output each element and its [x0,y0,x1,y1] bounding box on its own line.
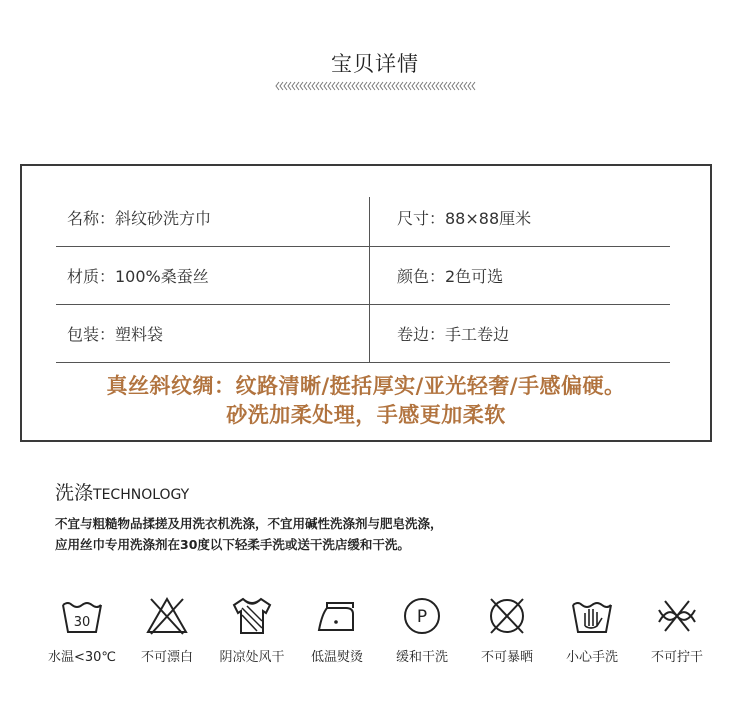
wash-temp-number: 30 [73,615,91,630]
no-bleach-icon [145,596,189,636]
deco-chevron [332,82,335,90]
deco-chevron [304,82,307,90]
care-label: 不可暴晒 [480,650,533,665]
deco-chevron [452,82,455,90]
deco-chevron [340,82,343,90]
title-underline-decoration [274,80,476,92]
care-item-no-sun [462,596,552,665]
deco-chevron [344,82,347,90]
deco-chevron [412,82,415,90]
spec-table [20,164,712,442]
deco-chevron [328,82,331,90]
washing-heading-cn: 洗涤 [55,482,94,504]
care-label: 缓和干洗 [395,650,448,665]
care-item-shade-dry [207,596,297,665]
care-item-wash-30 [37,596,127,665]
care-label: 阴凉处风干 [219,650,285,665]
deco-chevron [276,82,279,90]
deco-chevron [440,82,443,90]
care-item-hand-wash [547,596,637,665]
deco-chevron [392,82,395,90]
care-item-dry-clean [377,596,467,665]
deco-chevron [296,82,299,90]
deco-chevron [432,82,435,90]
deco-chevron [408,82,411,90]
page-title: 宝贝详情 [331,52,419,76]
washing-heading-en: TECHNOLOGY [93,487,190,503]
highlight-line-1: 真丝斜纹绸：纹路清晰/挺括厚实/亚光轻奢/手感偏硬。 [106,374,626,398]
dry-clean-letter: P [416,607,428,627]
deco-chevron [284,82,287,90]
wash-30-icon [60,596,104,636]
deco-chevron [448,82,451,90]
deco-chevron [376,82,379,90]
deco-chevron [404,82,407,90]
deco-chevron [424,82,427,90]
spec-material: 材质：100%桑蚕丝 [67,267,209,286]
deco-chevron [308,82,311,90]
deco-chevron [436,82,439,90]
deco-chevron [472,82,475,90]
deco-chevron [400,82,403,90]
care-label: 不可拧干 [650,650,703,665]
spec-row [56,305,670,363]
deco-chevron [416,82,419,90]
deco-chevron [388,82,391,90]
spec-color: 颜色：2色可选 [397,267,504,286]
deco-chevron [300,82,303,90]
spec-row [56,247,670,305]
shade-dry-icon [230,596,274,636]
spec-size: 尺寸：88×88厘米 [397,209,532,228]
washing-heading [55,478,189,505]
deco-chevron [320,82,323,90]
deco-chevron [468,82,471,90]
deco-chevron [312,82,315,90]
deco-chevron [356,82,359,90]
deco-chevron [384,82,387,90]
deco-chevron [292,82,295,90]
care-item-no-bleach [122,596,212,665]
low-iron-icon [315,596,359,636]
dry-clean-p-icon [400,596,444,636]
washing-line-2: 应用丝巾专用洗涤剂在30度以下轻柔手洗或送干洗店缓和干洗。 [55,537,410,552]
care-label: 不可漂白 [140,650,193,665]
deco-chevron [420,82,423,90]
no-wring-icon [655,596,699,636]
deco-chevron [348,82,351,90]
deco-chevron [396,82,399,90]
deco-chevron [316,82,319,90]
hand-wash-icon [570,596,614,636]
deco-chevron [464,82,467,90]
care-label: 水温<30℃ [47,650,117,665]
washing-instructions [55,513,443,555]
care-item-low-iron [292,596,382,665]
deco-chevron [456,82,459,90]
spec-packaging: 包装：塑料袋 [67,325,164,344]
deco-chevron [360,82,363,90]
deco-chevron [460,82,463,90]
deco-chevron [324,82,327,90]
care-item-no-wring [632,596,722,665]
care-label: 低温熨烫 [310,650,363,665]
deco-chevron [372,82,375,90]
deco-chevron [368,82,371,90]
deco-chevron [428,82,431,90]
spec-hem: 卷边：手工卷边 [397,325,510,344]
spec-name: 名称：斜纹砂洗方巾 [67,209,212,228]
deco-chevron [336,82,339,90]
highlight-line-2: 砂洗加柔处理，手感更加柔软 [226,403,506,427]
spec-row [56,189,670,247]
no-sun-icon [485,596,529,636]
care-label: 小心手洗 [565,650,618,665]
deco-chevron [288,82,291,90]
deco-chevron [380,82,383,90]
deco-chevron [364,82,367,90]
deco-chevron [280,82,283,90]
highlight-text [22,372,710,430]
deco-chevron [444,82,447,90]
deco-chevron [352,82,355,90]
washing-line-1: 不宜与粗糙物品揉搓及用洗衣机洗涤，不宜用碱性洗涤剂与肥皂洗涤， [55,516,443,531]
